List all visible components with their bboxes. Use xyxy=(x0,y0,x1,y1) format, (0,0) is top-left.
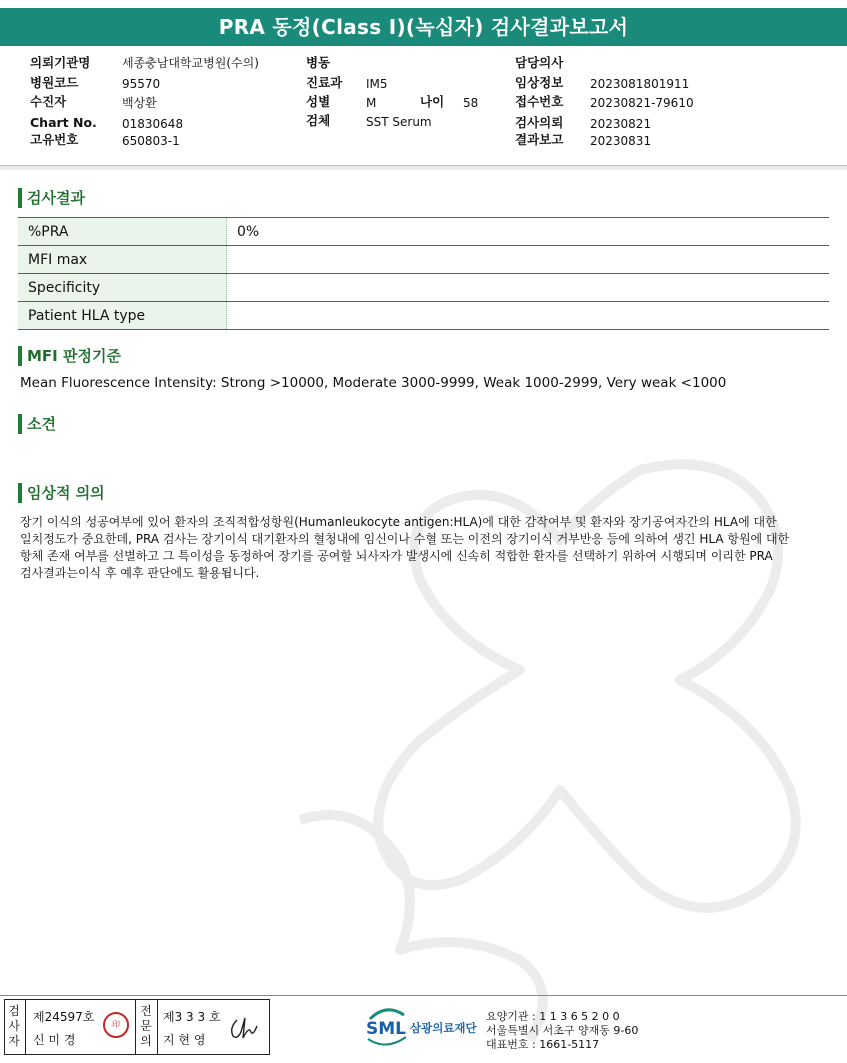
header-label: 검체 xyxy=(306,113,331,128)
header-label: 진료과 xyxy=(306,75,343,90)
specialist-label-char: 문 xyxy=(140,1019,152,1033)
clinical-text xyxy=(20,514,810,582)
section-result-heading: 검사결과 xyxy=(18,188,85,208)
result-label: Specificity xyxy=(18,274,227,302)
address-line: 서울특별시 서초구 양재동 9-60 xyxy=(486,1024,639,1037)
header-value: M xyxy=(366,96,377,110)
examiner-name: 신 미 경 xyxy=(33,1033,76,1047)
specialist-label-char: 전 xyxy=(140,1004,152,1018)
signature-icon xyxy=(227,1014,263,1042)
result-value xyxy=(227,246,830,274)
clinical-line: 일치정도가 중요한데, PRA 검사는 장기이식 대기환자의 혈청내에 임신이나 수혈 또는 이전의 장기이식 거부반응 등에 의하여 생긴 HLA 항원에 대한 xyxy=(20,532,790,546)
report-title: PRA 동정(Class I)(녹십자) 검사결과보고서 xyxy=(0,8,847,46)
header-divider-band xyxy=(0,166,847,170)
clinical-line: 장기 이식의 성공여부에 있어 환자의 조직적합성항원(Humanleukocyte antigen:HLA)에 대한 감작여부 및 환자와 장기공여자간의 HLA에 대한 xyxy=(20,515,777,529)
header-value: 01830648 xyxy=(122,117,184,131)
age-value: 58 xyxy=(463,96,479,110)
result-label: %PRA xyxy=(18,218,227,246)
result-table xyxy=(18,217,829,330)
clinical-line: 항체 존재 여부를 선별하고 그 특이성을 동정하여 장기를 공여할 뇌사자가 발생시에 신속히 적합한 환자를 선택하기 위하여 시행되며 이리한 PRA xyxy=(20,549,773,563)
table-row xyxy=(18,246,829,274)
clinical-line: 검사결과는이식 후 예후 판단에도 활용됩니다. xyxy=(20,566,260,580)
result-label: Patient HLA type xyxy=(18,302,227,330)
footer-divider xyxy=(0,995,847,996)
header-value: 20230831 xyxy=(590,134,652,148)
result-label: MFI max xyxy=(18,246,227,274)
header-label: 결과보고 xyxy=(515,132,564,147)
header-label: 접수번호 xyxy=(515,94,564,109)
section-criteria-heading: MFI 판정기준 xyxy=(18,346,121,366)
section-clinical-heading: 임상적 의의 xyxy=(18,483,105,503)
header-label: 임상정보 xyxy=(515,75,564,90)
examiner-label-char: 사 xyxy=(8,1019,20,1033)
table-row xyxy=(18,274,829,302)
examiner-label xyxy=(5,1000,23,1054)
specialist-label xyxy=(137,1000,155,1054)
logo-name: 삼광의료재단 xyxy=(410,1021,477,1035)
header-value: 세종충남대학교병원(수의) xyxy=(122,56,259,70)
box-divider xyxy=(157,1000,158,1054)
criteria-text: Mean Fluorescence Intensity: Strong >10000, Moderate 3000-9999, Weak 1000-2999, Very weak <1000 xyxy=(20,375,727,391)
table-row xyxy=(18,302,829,330)
examiner-license-no: 제24597호 xyxy=(33,1010,95,1024)
specialist-license-no: 제3 3 3 호 xyxy=(163,1010,221,1024)
examiner-label-char: 검 xyxy=(8,1004,20,1018)
header-label: 병동 xyxy=(306,55,331,70)
result-value: 0% xyxy=(227,218,830,246)
header-label: 검사의뢰 xyxy=(515,115,564,130)
header-label: 담당의사 xyxy=(515,55,564,70)
header-label: 의뢰기관명 xyxy=(30,55,91,70)
logo-abbr: SML xyxy=(366,1019,406,1039)
header-value: 20230821-79610 xyxy=(590,96,694,110)
box-divider xyxy=(135,1000,136,1054)
header-label: Chart No. xyxy=(30,115,97,130)
box-divider xyxy=(25,1000,26,1054)
header-label: 병원코드 xyxy=(30,75,79,90)
specialist-label-char: 의 xyxy=(140,1034,152,1048)
specialist-name: 지 현 영 xyxy=(163,1033,206,1047)
header-value: 2023081801911 xyxy=(590,77,690,91)
section-opinion-heading: 소견 xyxy=(18,414,56,434)
address-line: 요양기관 : 1 1 3 6 5 2 0 0 xyxy=(486,1010,620,1023)
address-line: 대표번호 : 1661-5117 xyxy=(486,1038,600,1051)
header-label: 수진자 xyxy=(30,94,67,109)
header-value: IM5 xyxy=(366,77,388,91)
header-value: SST Serum xyxy=(366,115,432,129)
examiner-label-char: 자 xyxy=(8,1034,20,1048)
header-value: 백상환 xyxy=(122,96,157,110)
result-value xyxy=(227,302,830,330)
age-label: 나이 xyxy=(420,94,445,109)
examiner-seal-icon: 印 xyxy=(103,1012,129,1038)
table-row xyxy=(18,218,829,246)
header-value: 20230821 xyxy=(590,117,652,131)
header-value: 95570 xyxy=(122,77,161,91)
header-value: 650803-1 xyxy=(122,134,180,148)
signature-box xyxy=(4,999,270,1055)
result-value xyxy=(227,274,830,302)
header-label: 고유번호 xyxy=(30,132,79,147)
header-label: 성별 xyxy=(306,94,331,109)
